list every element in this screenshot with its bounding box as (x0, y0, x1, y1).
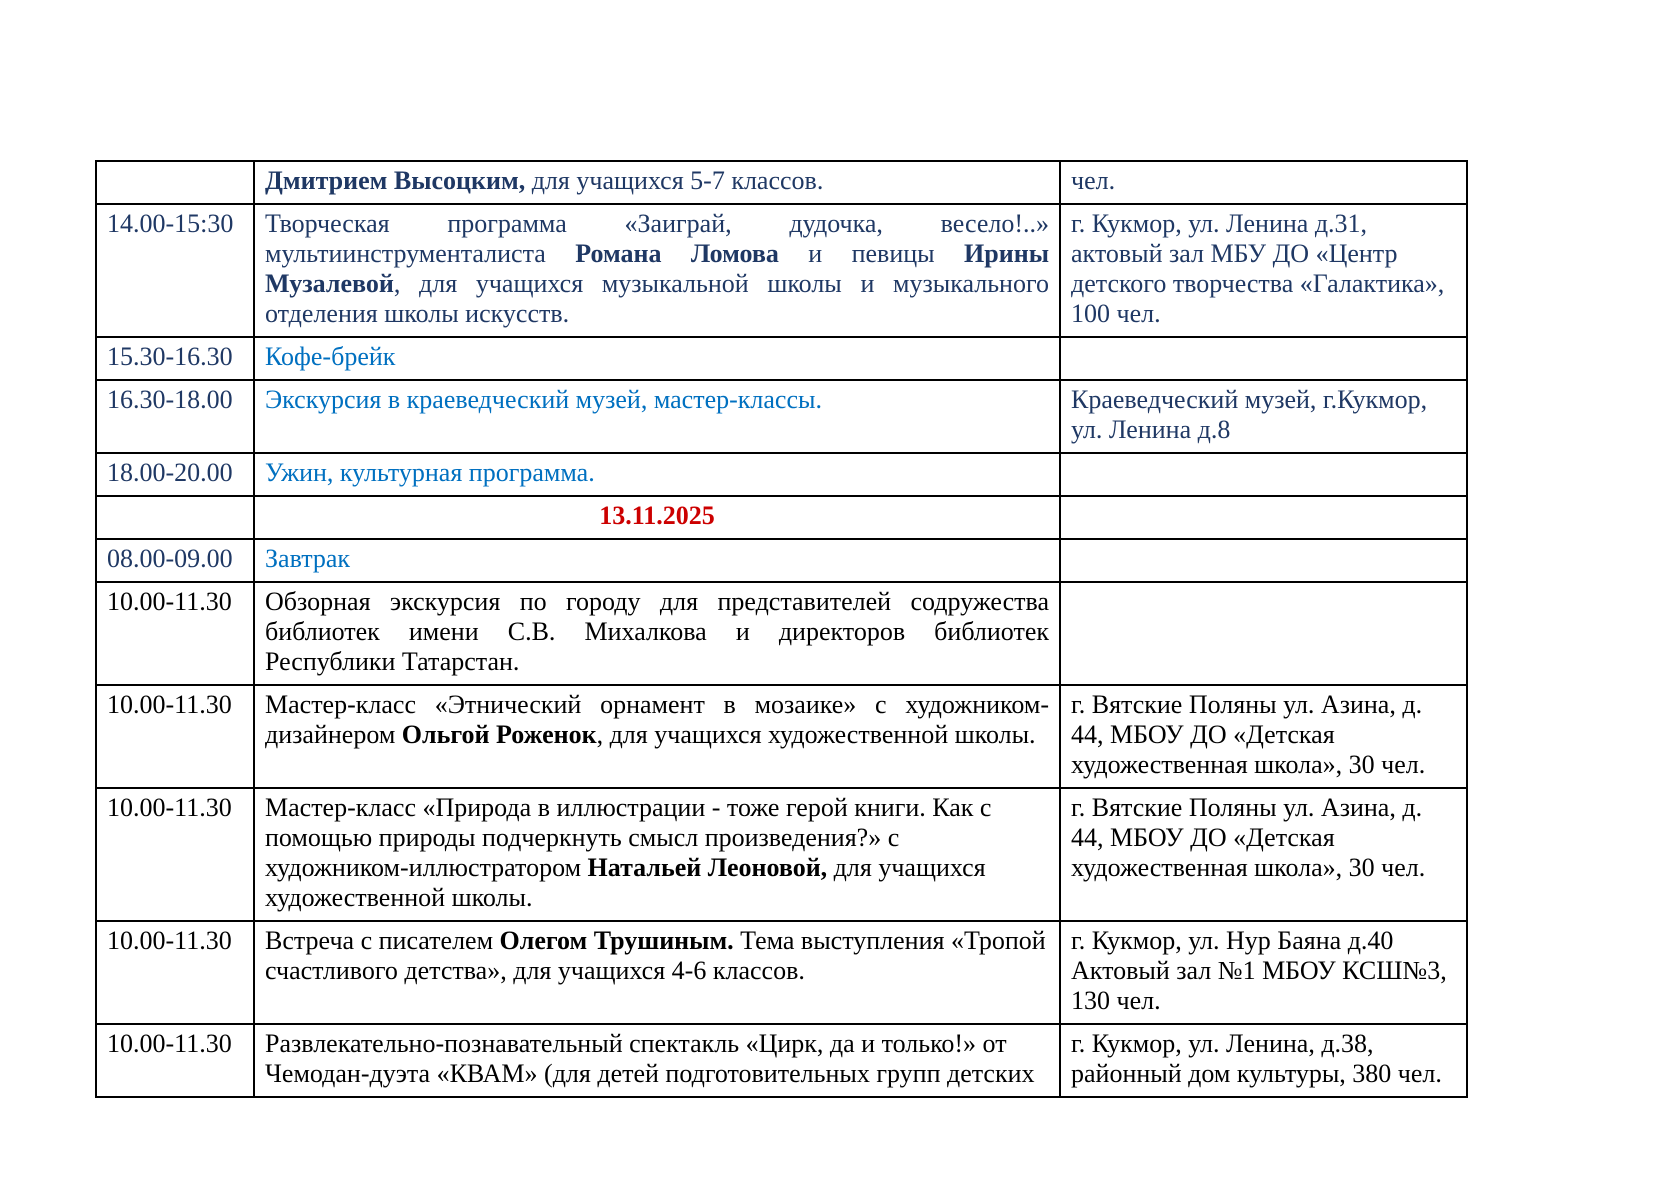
time-cell: 10.00-11.30 (96, 921, 254, 1024)
row-creative-program (96, 204, 1467, 337)
event-text: Завтрак (265, 544, 351, 573)
event-cell (254, 161, 1060, 204)
event-text-bold: Ирины Музалевой (265, 239, 1049, 298)
event-cell (254, 380, 1060, 453)
row-city-tour (96, 582, 1467, 685)
event-cell (254, 921, 1060, 1024)
time-cell: 10.00-11.30 (96, 685, 254, 788)
event-text: для учащихся художественной школы. (265, 853, 986, 912)
event-cell (254, 539, 1060, 582)
time-cell: 10.00-11.30 (96, 788, 254, 921)
event-text-bold: 13.11.2025 (599, 501, 715, 530)
event-text: Тема выступления «Тропой счастливого детства», для учащихся 4-6 классов. (265, 926, 1046, 985)
event-text: Развлекательно-познавательный спектакль «Цирк, да и только!» от Чемодан-дуэта «КВАМ» (для детей подготовительных групп детских (265, 1029, 1035, 1088)
event-cell (254, 496, 1060, 539)
event-text-bold: Олегом Трушиным. (499, 926, 734, 955)
event-text-bold: Ольгой Роженок (401, 720, 597, 749)
location-cell (1060, 539, 1467, 582)
location-cell: г. Кукмор, ул. Нур Баяна д.40 Актовый зал №1 МБОУ КСШ№3, 130 чел. (1060, 921, 1467, 1024)
time-cell: 15.30-16.30 (96, 337, 254, 380)
event-cell (254, 788, 1060, 921)
event-text: Экскурсия в краеведческий музей, мастер-классы. (265, 385, 822, 414)
row-dinner (96, 453, 1467, 496)
row-writer-meeting (96, 921, 1467, 1024)
event-text: Творческая программа «Заиграй, дудочка, весело!..» мультиинструменталиста (265, 209, 1049, 268)
location-cell: г. Кукмор, ул. Ленина д.31, актовый зал МБУ ДО «Центр детского творчества «Галактика», 100 чел. (1060, 204, 1467, 337)
event-cell (254, 204, 1060, 337)
event-cell (254, 685, 1060, 788)
event-text: Кофе-брейк (265, 342, 396, 371)
row-museum-excursion (96, 380, 1467, 453)
time-cell: 10.00-11.30 (96, 582, 254, 685)
time-cell (96, 161, 254, 204)
time-cell (96, 496, 254, 539)
location-cell: г. Вятские Поляны ул. Азина, д. 44, МБОУ ДО «Детская художественная школа», 30 чел. (1060, 788, 1467, 921)
time-cell: 08.00-09.00 (96, 539, 254, 582)
time-cell: 18.00-20.00 (96, 453, 254, 496)
event-text: Мастер-класс «Этнический орнамент в мозаике» с художником-дизайнером (265, 690, 1049, 749)
event-cell (254, 453, 1060, 496)
event-text: , для учащихся музыкальной школы и музыкального отделения школы искусств. (265, 269, 1049, 328)
row-coffee-break (96, 337, 1467, 380)
event-cell (254, 337, 1060, 380)
location-cell (1060, 337, 1467, 380)
event-text-bold: Дмитрием Высоцким, (265, 166, 526, 195)
location-cell: г. Кукмор, ул. Ленина, д.38, районный дом культуры, 380 чел. (1060, 1024, 1467, 1097)
location-cell (1060, 582, 1467, 685)
time-cell: 16.30-18.00 (96, 380, 254, 453)
row-masterclass-nature (96, 788, 1467, 921)
schedule-table-body (96, 161, 1467, 1097)
event-cell (254, 582, 1060, 685)
row-date-header (96, 496, 1467, 539)
schedule-table (95, 160, 1468, 1098)
location-cell: Краеведческий музей, г.Кукмор, ул. Ленина д.8 (1060, 380, 1467, 453)
location-cell: чел. (1060, 161, 1467, 204)
event-text: Обзорная экскурсия по городу для представителей содружества библиотек имени С.В. Михалкова и директоров библиотек Республики Татарстан. (265, 587, 1049, 676)
event-text: для учащихся 5-7 классов. (525, 166, 824, 195)
row-circus-show (96, 1024, 1467, 1097)
event-text: , для учащихся художественной школы. (596, 720, 1036, 749)
event-text: Мастер-класс «Природа в иллюстрации - тоже герой книги. Как с помощью природы подчеркнуть смысл произведения?» с художником-иллюстратором (265, 793, 992, 882)
location-cell: г. Вятские Поляны ул. Азина, д. 44, МБОУ ДО «Детская художественная школа», 30 чел. (1060, 685, 1467, 788)
event-text: и певицы (778, 239, 965, 268)
event-text: Встреча с писателем (265, 926, 500, 955)
location-cell (1060, 453, 1467, 496)
row-vysotsky-continuation (96, 161, 1467, 204)
location-cell (1060, 496, 1467, 539)
row-masterclass-ornament (96, 685, 1467, 788)
event-text-bold: Натальей Леоновой, (587, 853, 828, 882)
time-cell: 14.00-15:30 (96, 204, 254, 337)
event-cell (254, 1024, 1060, 1097)
event-text-bold: Романа Ломова (575, 239, 779, 268)
event-text: Ужин, культурная программа. (265, 458, 595, 487)
time-cell: 10.00-11.30 (96, 1024, 254, 1097)
row-breakfast (96, 539, 1467, 582)
